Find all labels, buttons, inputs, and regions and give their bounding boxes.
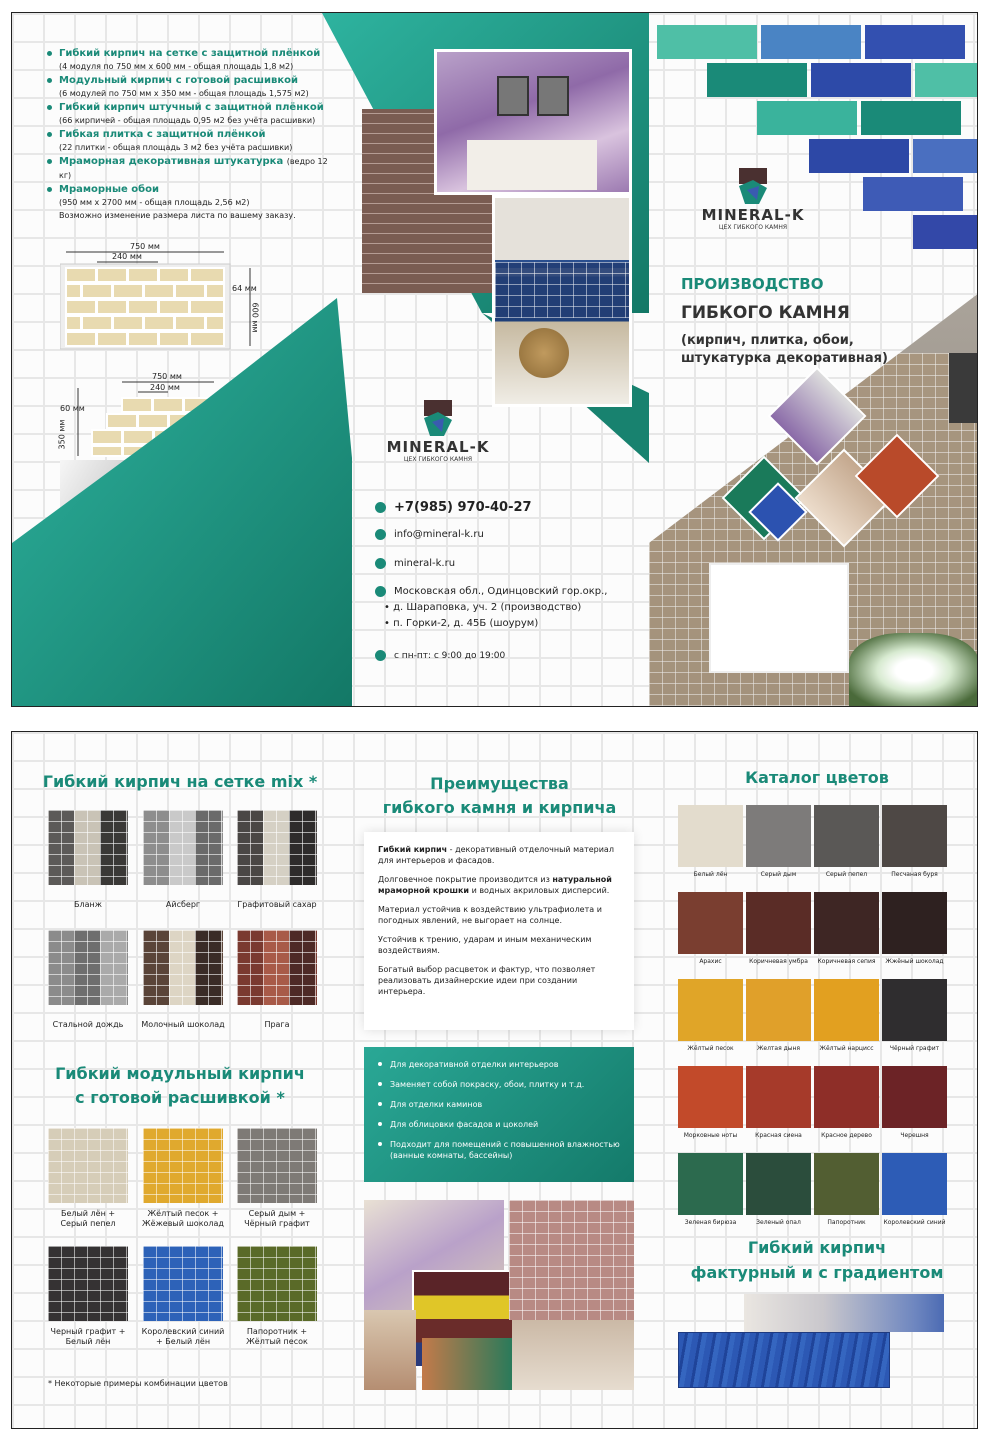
- collage-green-roll: [422, 1338, 512, 1390]
- catalog-label: Черешня: [900, 1132, 929, 1139]
- logo-name-right: MINERAL-K: [701, 206, 805, 224]
- hydrangeas: [849, 633, 978, 707]
- catalog-swatch[interactable]: [882, 892, 947, 954]
- advantages-title-1: Преимущества: [430, 774, 569, 793]
- site-row[interactable]: [375, 558, 455, 569]
- dim-240b: 240 мм: [150, 383, 180, 392]
- catalog-label: Песчаная буря: [891, 871, 938, 878]
- mix-label: Бланж: [74, 900, 102, 909]
- adv-p4: Устойчив к трению, ударам и иным механическим воздействиям.: [378, 935, 592, 955]
- glass-doors: [709, 563, 849, 673]
- logo-icon: [418, 398, 458, 438]
- tile-strip: [495, 262, 629, 318]
- hours-row: [375, 650, 505, 661]
- feature-title: Гибкий кирпич на сетке с защитной плёнкой: [47, 47, 337, 61]
- site: mineral-k.ru: [394, 558, 456, 569]
- dim-240a: 240 мм: [112, 252, 142, 261]
- headline-l1: ПРОИЗВОДСТВО: [681, 275, 824, 293]
- feature-title: Гибкий кирпич штучный с защитной плёнкой: [47, 101, 337, 115]
- modular-label: Черный графит + Белый лён: [50, 1327, 126, 1346]
- dim-750b: 750 мм: [152, 372, 182, 381]
- dim-64: 64 мм: [232, 284, 257, 293]
- phone-icon: [375, 502, 386, 513]
- bedroom-photo: [434, 49, 632, 195]
- catalog-label: Королевский синий: [883, 1219, 946, 1226]
- catalog-label: Чёрный графит: [889, 1045, 940, 1052]
- phone: +7(985) 970-40-27: [394, 500, 532, 515]
- mix-title: Гибкий кирпич на сетке mix *: [42, 772, 318, 791]
- catalog-swatch[interactable]: [882, 1066, 947, 1128]
- feature-title: Модульный кирпич с готовой расшивкой: [47, 74, 337, 88]
- catalog-swatch[interactable]: [678, 1153, 743, 1215]
- catalog-label: Зеленый опал: [756, 1219, 801, 1226]
- collage-beige-sheet: [512, 1320, 634, 1390]
- feature-title: Гибкая плитка с защитной плёнкой: [47, 128, 337, 142]
- mix-swatch: [143, 930, 223, 1005]
- logo-sub-right: ЦЕХ ГИБКОГО КАМНЯ: [718, 224, 788, 231]
- dim-750a: 750 мм: [130, 242, 160, 251]
- mix-label: Стальной дождь: [52, 1020, 124, 1029]
- clock-icon: [375, 650, 386, 661]
- mix-label: Прага: [264, 1020, 290, 1029]
- modular-swatch: [48, 1128, 128, 1203]
- phone-row[interactable]: [375, 500, 532, 515]
- catalog-label: Морковные ноты: [683, 1132, 738, 1139]
- catalog-title: Каталог цветов: [745, 768, 889, 787]
- catalog-label: Жжёный шоколад: [885, 958, 944, 965]
- advantage-bullet: Подходит для помещений с повышенной влажностью (ванные комнаты, бассейны): [378, 1139, 620, 1161]
- mix-swatch: [237, 810, 317, 885]
- front-spread: [11, 12, 978, 707]
- catalog-swatch[interactable]: [746, 805, 811, 867]
- email: info@mineral-k.ru: [394, 529, 484, 540]
- catalog-label: Белый лён: [693, 871, 728, 878]
- catalog-swatch[interactable]: [746, 1066, 811, 1128]
- logo-name: MINERAL-K: [386, 438, 490, 456]
- feature-sub: (4 модуля по 750 мм х 600 мм - общая площадь 1,8 м2): [59, 62, 294, 71]
- catalog-swatch[interactable]: [814, 892, 879, 954]
- advantages-bullets: [364, 1047, 634, 1182]
- feature-sub: (950 мм х 2700 мм - общая площадь 2,56 м2): [59, 198, 250, 207]
- catalog-label: Арахис: [699, 958, 722, 965]
- address-lines: [384, 600, 581, 632]
- catalog-label: Зеленая бирюза: [684, 1219, 737, 1226]
- adv-p1: Гибкий кирпич - декоративный отделочный материал для интерьеров и фасадов.: [378, 845, 614, 865]
- location-icon: [375, 586, 386, 597]
- mix-swatch: [143, 810, 223, 885]
- catalog-label: Жёлтый нарцисс: [819, 1045, 874, 1052]
- address-line3: • п. Горки-2, д. 45Б (шоурум): [384, 618, 539, 629]
- headline-l4: штукатурка декоративная): [681, 351, 888, 366]
- modular-label: Серый дым + Чёрный графит: [244, 1209, 310, 1228]
- texture-title-1: Гибкий кирпич: [747, 1238, 887, 1257]
- email-icon: [375, 529, 386, 540]
- advantage-bullet: Для отделки каминов: [378, 1099, 620, 1110]
- modular-title-1: Гибкий модульный кирпич: [55, 1064, 305, 1083]
- catalog-swatch[interactable]: [746, 979, 811, 1041]
- dim-60: 60 мм: [60, 404, 85, 413]
- catalog-label: Красная сиена: [755, 1132, 802, 1139]
- modular-label: Королевский синий + Белый лён: [141, 1327, 225, 1346]
- hours: с пн-пт: с 9:00 до 19:00: [394, 650, 506, 661]
- logo-sub: ЦЕХ ГИБКОГО КАМНЯ: [403, 456, 473, 463]
- feature-title: Мраморная декоративная штукатурка (ведро 12 кг): [47, 155, 337, 183]
- headline-l2: ГИБКОГО КАМНЯ: [681, 303, 850, 323]
- catalog-swatch[interactable]: [678, 979, 743, 1041]
- logo-center: [383, 398, 493, 463]
- catalog-label: Желтая дыня: [756, 1045, 801, 1052]
- bed: [467, 140, 597, 190]
- window: [949, 353, 978, 423]
- mix-label: Айсберг: [165, 900, 201, 909]
- modular-swatch: [143, 1128, 223, 1203]
- catalog-swatch[interactable]: [678, 1066, 743, 1128]
- feature-sub: (6 модулей по 750 мм х 350 мм - общая площадь 1,575 м2): [59, 89, 309, 98]
- modular-title-2: с готовой расшивкой *: [75, 1088, 285, 1107]
- mix-swatch: [48, 930, 128, 1005]
- catalog-swatch[interactable]: [678, 805, 743, 867]
- modular-label: Жёлтый песок + Жёжевый шоколад: [142, 1209, 224, 1228]
- mix-swatch: [237, 930, 317, 1005]
- logo-right: [698, 166, 808, 231]
- gradient-brick: [744, 1294, 944, 1332]
- collage-color-rolls: [364, 1310, 416, 1390]
- catalog-label: Папоротник: [827, 1219, 866, 1226]
- feature-sub: Возможно изменение размера листа по вашему заказу.: [59, 211, 296, 220]
- mix-swatch: [48, 810, 128, 885]
- texture-title-2: фактурный и с градиентом: [690, 1263, 944, 1282]
- adv-p3: Материал устойчив к воздействию ультрафиолета и погодных явлений, не выгорает на солнце.: [378, 905, 602, 925]
- catalog-label: Серый пепел: [825, 871, 868, 878]
- catalog-swatch[interactable]: [814, 1153, 879, 1215]
- modular-label: Белый лён + Серый пепел: [60, 1209, 116, 1228]
- adv-p5: Богатый выбор расцветок и фактур, что позволяет реализовать дизайнерские идеи при создании интерьера.: [378, 965, 596, 996]
- address-line2: • д. Шараповка, уч. 2 (производство): [384, 602, 582, 613]
- footnote: * Некоторые примеры комбинации цветов: [48, 1379, 228, 1388]
- headline-l3: (кирпич, плитка, обои,: [681, 333, 854, 348]
- modular-swatch: [48, 1246, 128, 1321]
- wicker-plate: [519, 328, 569, 378]
- catalog-swatch[interactable]: [746, 1153, 811, 1215]
- modular-label: Папоротник + Жёлтый песок: [246, 1327, 308, 1346]
- feature-sub: (66 кирпичей - общая площадь 0,95 м2 без учёта расшивки): [59, 116, 316, 125]
- catalog-swatch[interactable]: [746, 892, 811, 954]
- advantage-bullet: Для облицовки фасадов и цоколей: [378, 1119, 620, 1130]
- modular-swatch: [143, 1246, 223, 1321]
- shelf-photo: [492, 195, 632, 407]
- mix-label: Молочный шоколад: [141, 1020, 225, 1029]
- catalog-swatch[interactable]: [678, 892, 743, 954]
- advantages-title-2: гибкого камня и кирпича: [382, 798, 617, 817]
- feature-title-note: (ведро 12 кг): [59, 157, 328, 180]
- feature-sub: (22 плитки - общая площадь 3 м2 без учёта расшивки): [59, 143, 293, 152]
- catalog-swatch[interactable]: [814, 979, 879, 1041]
- dim-350: 350 мм: [57, 419, 67, 450]
- catalog-swatch[interactable]: [814, 1066, 879, 1128]
- logo-icon-right: [733, 166, 773, 206]
- mix-label: Графитовый сахар: [237, 900, 317, 909]
- adv-p2: Долговечное покрытие производится из натуральной мраморной крошки и водных акриловых дисперсий.: [378, 875, 612, 895]
- address-row: [375, 586, 608, 597]
- picture-frame-2: [537, 76, 569, 116]
- advantages-card: [364, 832, 634, 1030]
- dim-600: 600 мм: [250, 302, 260, 333]
- feature-title: Мраморные обои: [47, 183, 337, 197]
- modular-swatch: [237, 1128, 317, 1203]
- advantage-bullet: Заменяет собой покраску, обои, плитку и т.д.: [378, 1079, 620, 1090]
- globe-icon: [375, 558, 386, 569]
- collage-pink-bricks: [509, 1200, 634, 1320]
- catalog-label: Коричневая умбра: [749, 958, 808, 965]
- address-line1: Московская обл., Одинцовский гор.окр.,: [394, 586, 608, 597]
- catalog-label: Красное дерево: [821, 1132, 872, 1139]
- email-row[interactable]: [375, 529, 484, 540]
- catalog-swatch[interactable]: [882, 979, 947, 1041]
- catalog-swatch[interactable]: [814, 805, 879, 867]
- back-spread: [11, 731, 978, 1429]
- catalog-swatch[interactable]: [882, 1153, 947, 1215]
- catalog-label: Жёлтый песок: [687, 1045, 734, 1052]
- advantage-bullet: Для декоративной отделки интерьеров: [378, 1059, 620, 1070]
- textured-brick: [678, 1332, 890, 1388]
- catalog-label: Коричневая сепия: [817, 958, 876, 965]
- catalog-label: Серый дым: [760, 871, 797, 878]
- picture-frame-1: [497, 76, 529, 116]
- modular-swatch: [237, 1246, 317, 1321]
- catalog-swatch[interactable]: [882, 805, 947, 867]
